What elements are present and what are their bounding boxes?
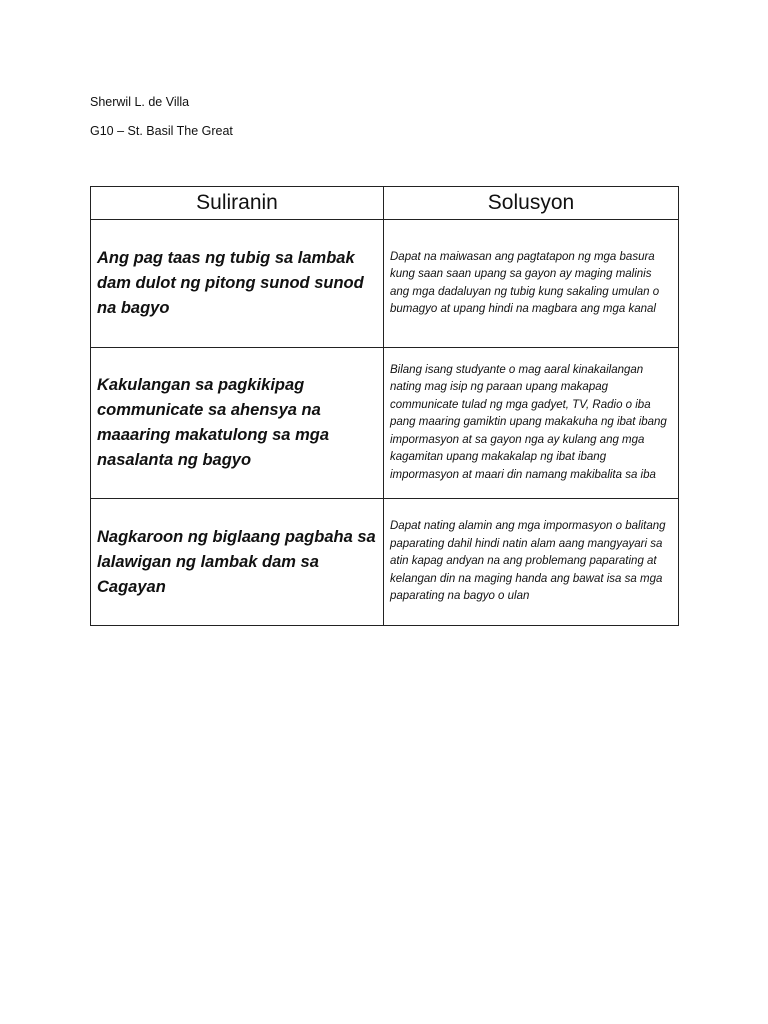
column-header-suliranin: Suliranin bbox=[91, 187, 384, 220]
table-row bbox=[91, 499, 679, 626]
table-row bbox=[91, 348, 679, 499]
problem-text: Kakulangan sa pagkikipag communicate sa ahensya na maaaring makatulong sa mga nasalanta ng bagyo bbox=[97, 376, 329, 469]
column-header-solusyon: Solusyon bbox=[384, 187, 679, 220]
author-name: Sherwil L. de Villa bbox=[90, 95, 190, 109]
solution-text: Dapat na maiwasan ang pagtatapon ng mga basura kung saan saan upang sa gayon ay maging malinis ang mga dadaluyan ng tubig kung sakaling umulan o bumagyo at upang hindi na magbara ang mga kanal bbox=[390, 250, 660, 315]
problem-text: Nagkaroon ng biglaang pagbaha sa lalawigan ng lambak dam sa Cagayan bbox=[97, 527, 376, 596]
solution-text: Bilang isang studyante o mag aaral kinakailangan nating mag isip ng paraan upang makapag communicate tulad ng mga gadyet, TV, Radio o iba pang maaring gamiktin upang makakuha ng ibat ibang impormasyon at sa gayon nga ay kulang ang mga kagamitan upang makakalap ng ibat ibang impormasyon at maari din namang makibalita sa iba bbox=[390, 363, 667, 481]
solution-text: Dapat nating alamin ang mga impormasyon o balitang paparating dahil hindi natin alam aang mangyayari sa atin kapag andyan na ang problemang paparating at kelangan din na maging handa ang bawat isa sa mga paparating na bagyo o ulan bbox=[390, 520, 666, 603]
table-row bbox=[91, 220, 679, 348]
problem-cell bbox=[91, 499, 384, 626]
problem-cell bbox=[91, 348, 384, 499]
problem-cell bbox=[91, 220, 384, 348]
class-section: G10 – St. Basil The Great bbox=[90, 124, 233, 138]
solution-cell bbox=[384, 348, 679, 499]
problem-text: Ang pag taas ng tubig sa lambak dam dulot ng pitong sunod sunod na bagyo bbox=[97, 249, 364, 317]
problem-solution-table bbox=[90, 186, 679, 626]
solution-cell bbox=[384, 499, 679, 626]
solution-cell bbox=[384, 220, 679, 348]
table-header-row bbox=[91, 187, 679, 220]
